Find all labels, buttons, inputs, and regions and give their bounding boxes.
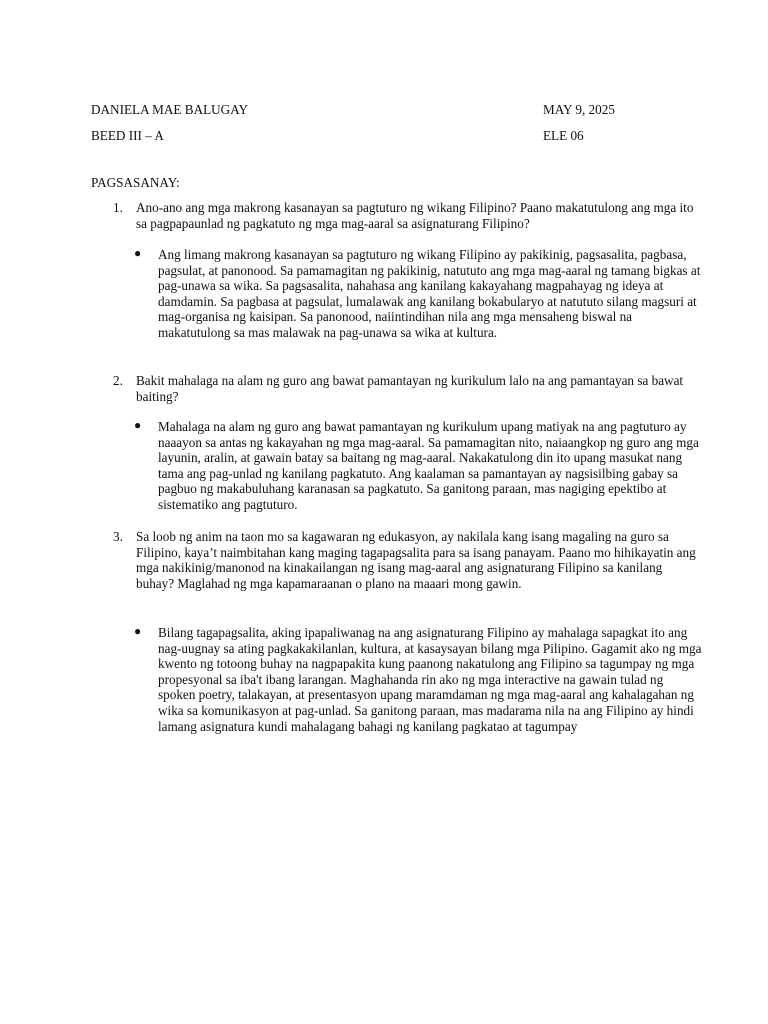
document-date: MAY 9, 2025 xyxy=(543,102,615,117)
question-number: 2. xyxy=(113,373,123,388)
question-text: Ano-ano ang mga makrong kasanayan sa pagtuturo ng wikang Filipino? Paano makatutulong ang mga ito sa pagpapaunlad ng pagkatuto ng mga mag-aaral sa asignaturang Filipino? xyxy=(136,200,694,231)
question-3 xyxy=(113,529,703,591)
question-number: 3. xyxy=(113,529,123,544)
student-name: DANIELA MAE BALUGAY xyxy=(91,102,249,117)
student-section: BEED III – A xyxy=(91,128,164,143)
answer-text: Mahalaga na alam ng guro ang bawat pamantayan ng kurikulum upang matiyak na ang pagtuturo ay naaayon sa antas ng kakayahan ng mga mag-aaral. Sa pamamagitan nito, naiaangkop ng guro ang mga layunin, aralin, at gawain batay sa baitang ng mag-aaral. Nakakatulong din ito upang masukat nang tama ang pag-unlad ng kanilang pagkatuto. Ang kaalaman sa pamantayan ay nagsisilbing gabay sa pagbuo ng makabuluhang karanasan sa pagkatuto. Sa ganitong paraan, mas nagiging epektibo at sistematiko ang pagtuturo. xyxy=(158,419,699,512)
question-1 xyxy=(113,200,703,231)
question-text: Sa loob ng anim na taon mo sa kagawaran ng edukasyon, ay nakilala kang isang magaling na guro sa Filipino, kaya’t naimbitahan kang maging tagapagsalita para sa isang panayam. Paano mo hihikayatin ang mga nakikinig/manonod na kinakailangan ng isang mag-aaral ang asignaturang Filipino sa kanilang buhay? Maglahad ng mga kapamaraanan o plano na maaari mong gawin. xyxy=(136,529,696,591)
question-2 xyxy=(113,373,703,404)
answer-text: Ang limang makrong kasanayan sa pagtuturo ng wikang Filipino ay pakikinig, pagsasalita, pagbasa, pagsulat, at panonood. Sa pamamagitan ng pakikinig, natututo ang mga mag-aaral ng tamang bigkas at pag-unawa sa wika. Sa pagsasalita, nahahasa ang kanilang kakayahang magpahayag ng ideya at damdamin. Sa pagbasa at pagsulat, lumalawak ang kanilang bokabularyo at natututo silang magsuri at mag-organisa ng kaisipan. Sa panonood, naiintindihan nila ang mga mensaheng biswal na makatutulong sa mas malawak na pag-unawa sa wika at kultura. xyxy=(158,247,701,340)
bullet-icon: ● xyxy=(134,624,142,638)
answer-3 xyxy=(134,625,702,734)
section-title: PAGSASANAY: xyxy=(91,175,180,190)
question-number: 1. xyxy=(113,200,123,215)
answer-text: Bilang tagapagsalita, aking ipapaliwanag na ang asignaturang Filipino ay mahalaga sapagkat ito ang nag-uugnay sa ating pagkakakilanlan, kultura, at kasaysayan bilang mga Pilipino. Gagamit ako ng mga kwento ng totoong buhay na nagpapakita kung paanong nakatulong ang Filipino sa tagumpay ng mga propesyonal sa iba't ibang larangan. Maghahanda rin ako ng mga interactive na gawain tulad ng spoken poetry, talakayan, at presentasyon upang maramdaman ng mga mag-aaral ang kahalagahan ng wika sa komunikasyon at pag-unlad. Sa ganitong paraan, mas madarama nila na ang Filipino ay hindi lamang asignatura kundi mahalagang bahagi ng kanilang pagkatao at tagumpay xyxy=(158,625,702,734)
answer-2 xyxy=(134,419,702,513)
bullet-icon: ● xyxy=(134,246,142,260)
bullet-icon: ● xyxy=(134,418,142,432)
course-code: ELE 06 xyxy=(543,128,584,143)
answer-1 xyxy=(134,247,702,341)
question-text: Bakit mahalaga na alam ng guro ang bawat pamantayan ng kurikulum lalo na ang pamantayan sa bawat baiting? xyxy=(136,373,684,404)
